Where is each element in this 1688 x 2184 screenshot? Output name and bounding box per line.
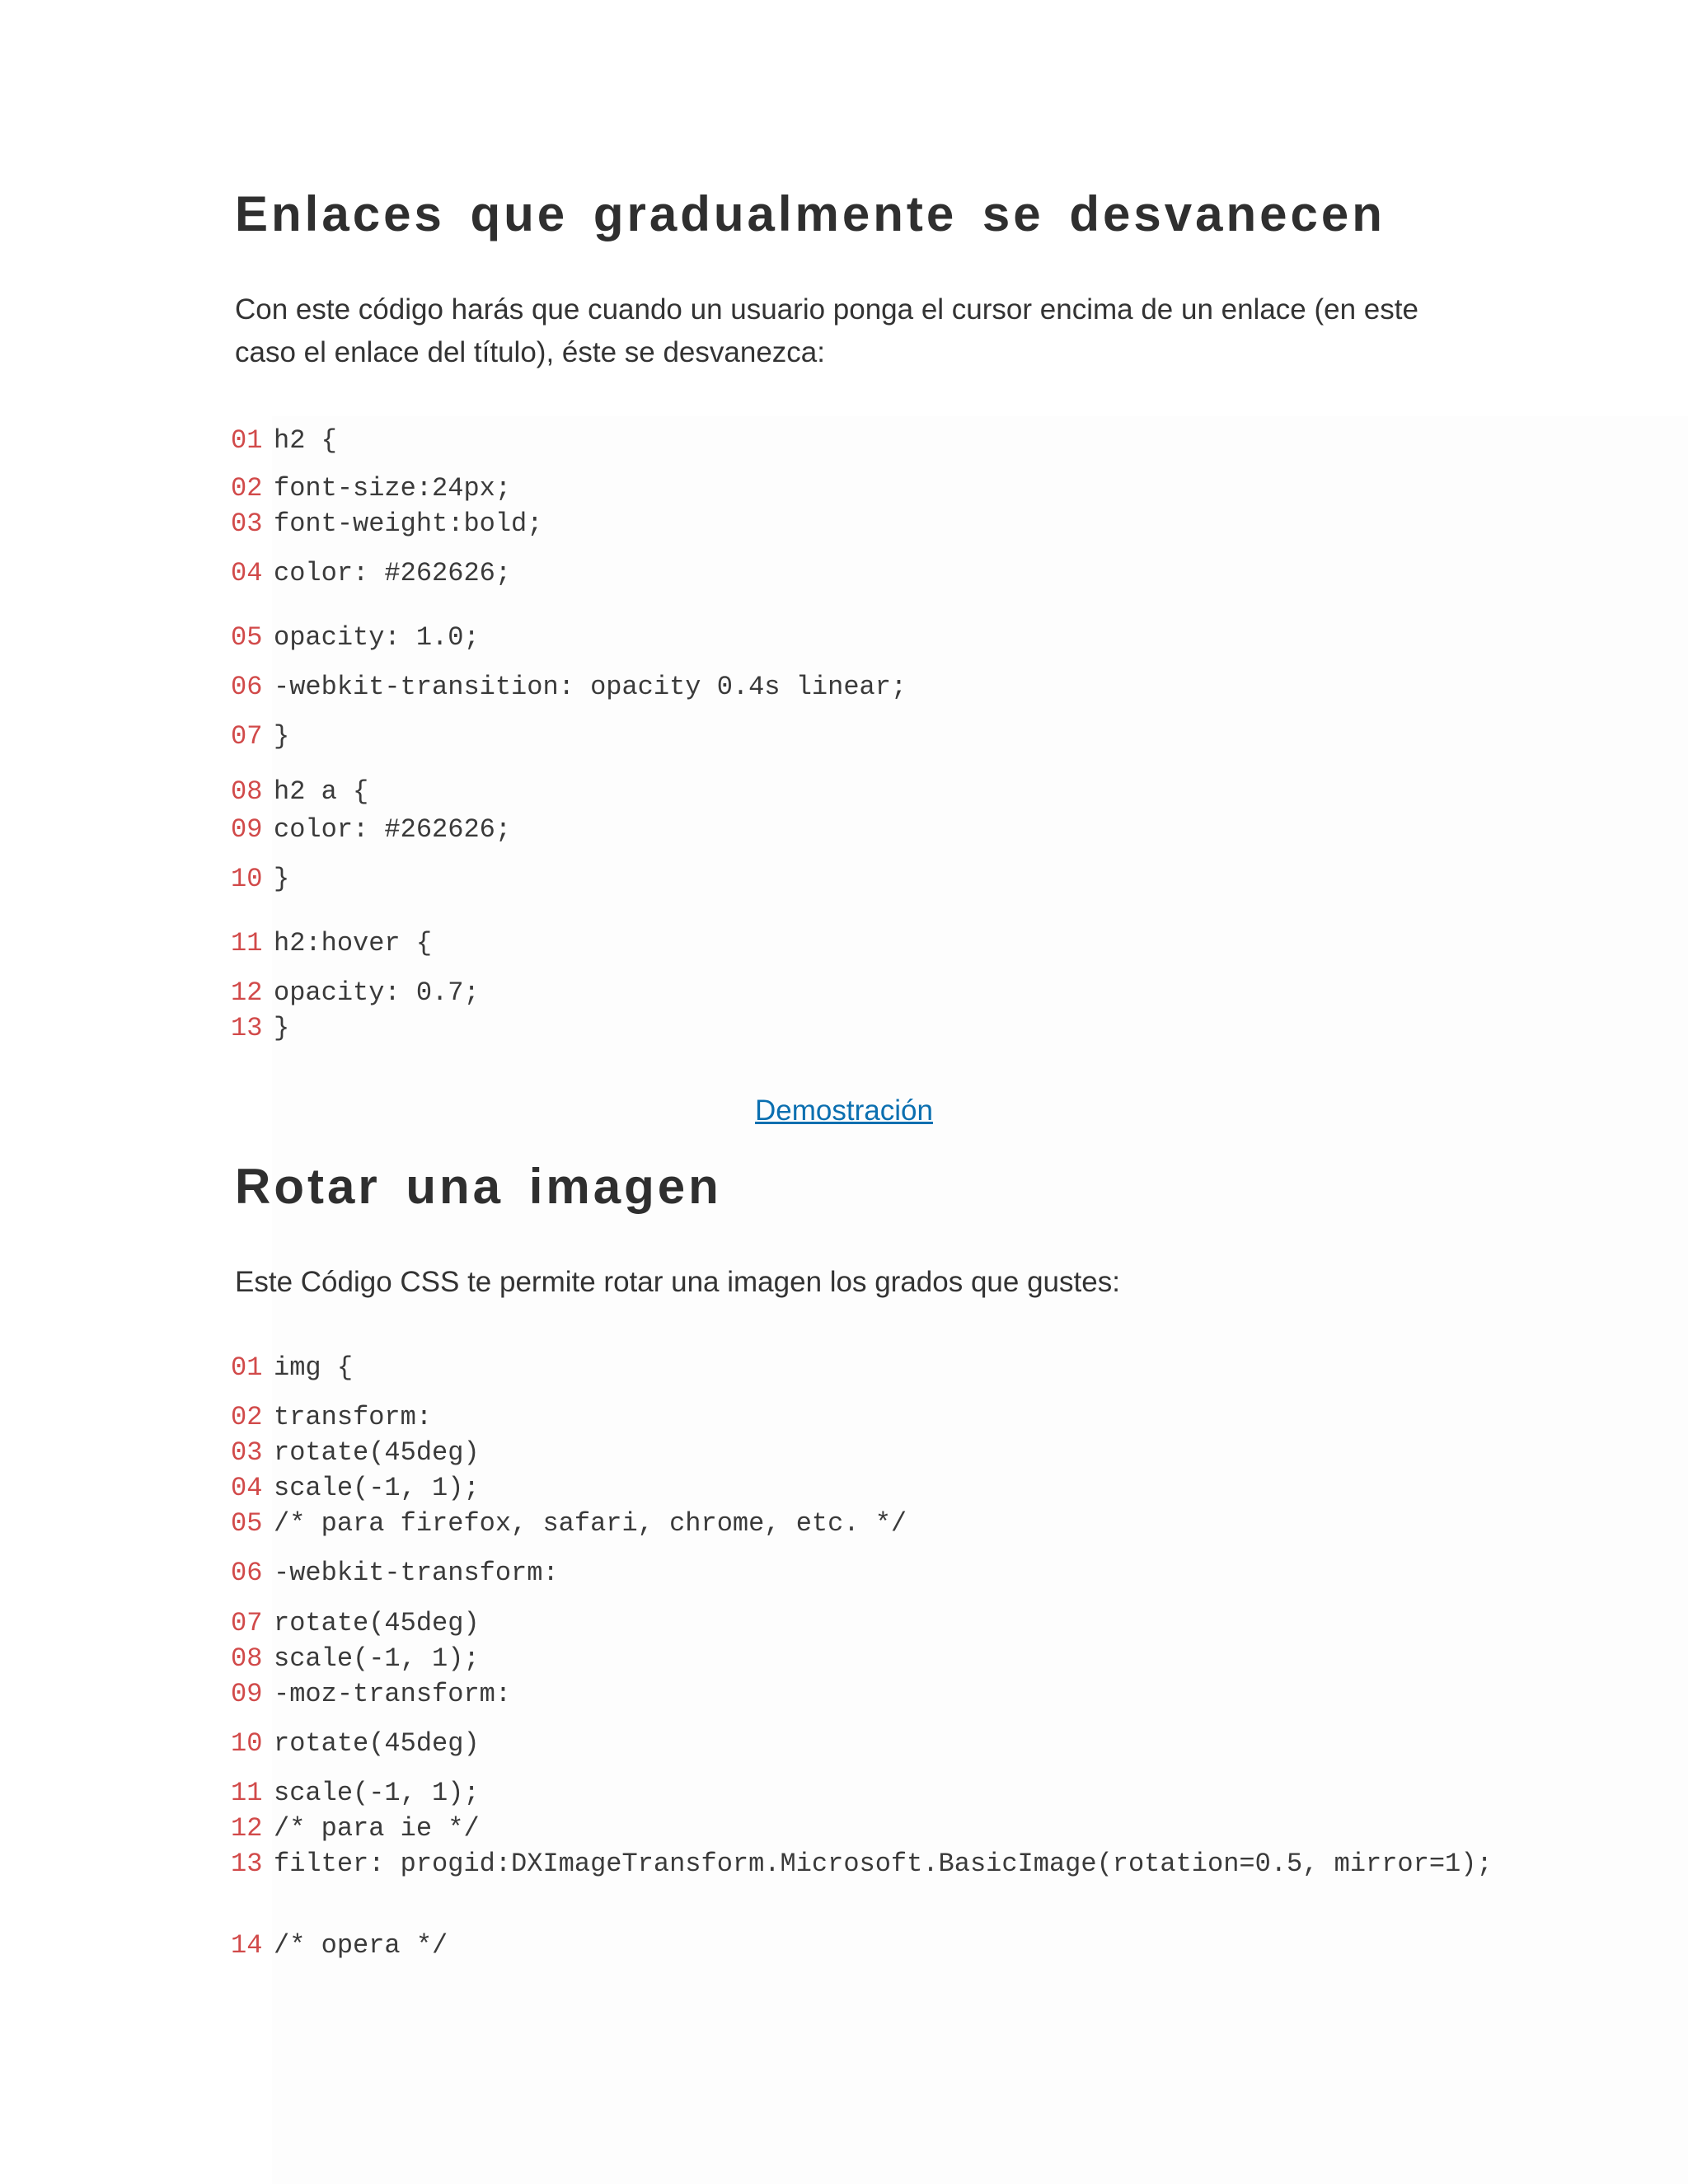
code-text: rotate(45deg) (274, 1728, 480, 1759)
code-text: /* opera */ (274, 1930, 448, 1961)
code-text: img { (274, 1352, 354, 1383)
code-text: } (274, 721, 290, 752)
code-line (231, 624, 480, 652)
line-number: 12 (231, 1813, 263, 1844)
line-number: 01 (231, 1352, 263, 1383)
code-text: font-size:24px; (274, 473, 512, 504)
code-text: -webkit-transition: opacity 0.4s linear; (274, 672, 907, 702)
code-line (231, 1779, 480, 1807)
code-line (231, 510, 542, 538)
code-text: scale(-1, 1); (274, 1473, 480, 1503)
line-number: 07 (231, 721, 263, 752)
line-number: 09 (231, 814, 263, 845)
line-number: 13 (231, 1013, 263, 1043)
code-text: color: #262626; (274, 558, 512, 588)
line-number: 12 (231, 977, 263, 1008)
code-text: opacity: 0.7; (274, 977, 480, 1008)
code-line (231, 1474, 480, 1502)
code-line (231, 1354, 353, 1382)
code-text: opacity: 1.0; (274, 622, 480, 653)
code-line (231, 427, 337, 455)
section1-title: Enlaces que gradualmente se desvanecen (235, 186, 1386, 241)
section2-description: Este Código CSS te permite rotar una imagen los grados que gustes: (235, 1266, 1120, 1298)
line-number: 14 (231, 1930, 263, 1961)
code-line (231, 1439, 480, 1467)
line-number: 11 (231, 928, 263, 958)
code-line (231, 1559, 559, 1587)
code-line (231, 1932, 448, 1960)
code-text: scale(-1, 1); (274, 1643, 480, 1674)
code-text: -moz-transform: (274, 1679, 512, 1709)
section2-title: Rotar una imagen (235, 1159, 722, 1214)
code-text: h2:hover { (274, 928, 433, 958)
line-number: 03 (231, 509, 263, 539)
code-text: /* para firefox, safari, chrome, etc. */ (274, 1508, 907, 1539)
line-number: 04 (231, 558, 263, 588)
line-number: 05 (231, 1508, 263, 1539)
code-text: color: #262626; (274, 814, 512, 845)
code-text: } (274, 864, 290, 894)
code-line (231, 1850, 1493, 1878)
line-number: 13 (231, 1849, 263, 1879)
line-number: 04 (231, 1473, 263, 1503)
line-number: 03 (231, 1437, 263, 1468)
code-text: scale(-1, 1); (274, 1778, 480, 1808)
line-number: 06 (231, 1558, 263, 1588)
code-line (231, 1645, 480, 1673)
code-line (231, 1610, 480, 1638)
code-line (231, 979, 480, 1007)
code-line (231, 1015, 289, 1043)
line-number: 10 (231, 864, 263, 894)
line-number: 09 (231, 1679, 263, 1709)
code-text: rotate(45deg) (274, 1608, 480, 1638)
code-text: } (274, 1013, 290, 1043)
code-line (231, 930, 432, 958)
code-line (231, 816, 511, 844)
code-text: /* para ie */ (274, 1813, 480, 1844)
code-text: transform: (274, 1402, 433, 1432)
line-number: 08 (231, 1643, 263, 1674)
code-line (231, 1680, 511, 1708)
line-number: 02 (231, 1402, 263, 1432)
code-line (231, 778, 368, 806)
code-line (231, 1510, 907, 1538)
code-text: h2 { (274, 425, 337, 456)
line-number: 08 (231, 776, 263, 807)
code-text: font-weight:bold; (274, 509, 543, 539)
code-text: filter: progid:DXImageTransform.Microsoft.BasicImage(rotation=0.5, mirror=1); (274, 1849, 1493, 1879)
code-line (231, 865, 289, 893)
code-line (231, 1730, 480, 1758)
code-line (231, 560, 511, 588)
section1-description: Con este código harás que cuando un usuario ponga el cursor encima de un enlace (en este caso el enlace del título), éste se desvanezca: (235, 293, 1418, 368)
line-number: 02 (231, 473, 263, 504)
code-text: rotate(45deg) (274, 1437, 480, 1468)
line-number: 07 (231, 1608, 263, 1638)
code-line (231, 673, 907, 701)
line-number: 06 (231, 672, 263, 702)
code-line (231, 475, 511, 503)
line-number: 10 (231, 1728, 263, 1759)
code-text: -webkit-transform: (274, 1558, 559, 1588)
code-line (231, 1404, 432, 1432)
line-number: 05 (231, 622, 263, 653)
code-line (231, 1815, 480, 1843)
line-number: 01 (231, 425, 263, 456)
code-line (231, 723, 289, 751)
line-number: 11 (231, 1778, 263, 1808)
demo-link[interactable]: Demostración (755, 1094, 933, 1127)
code-text: h2 a { (274, 776, 369, 807)
